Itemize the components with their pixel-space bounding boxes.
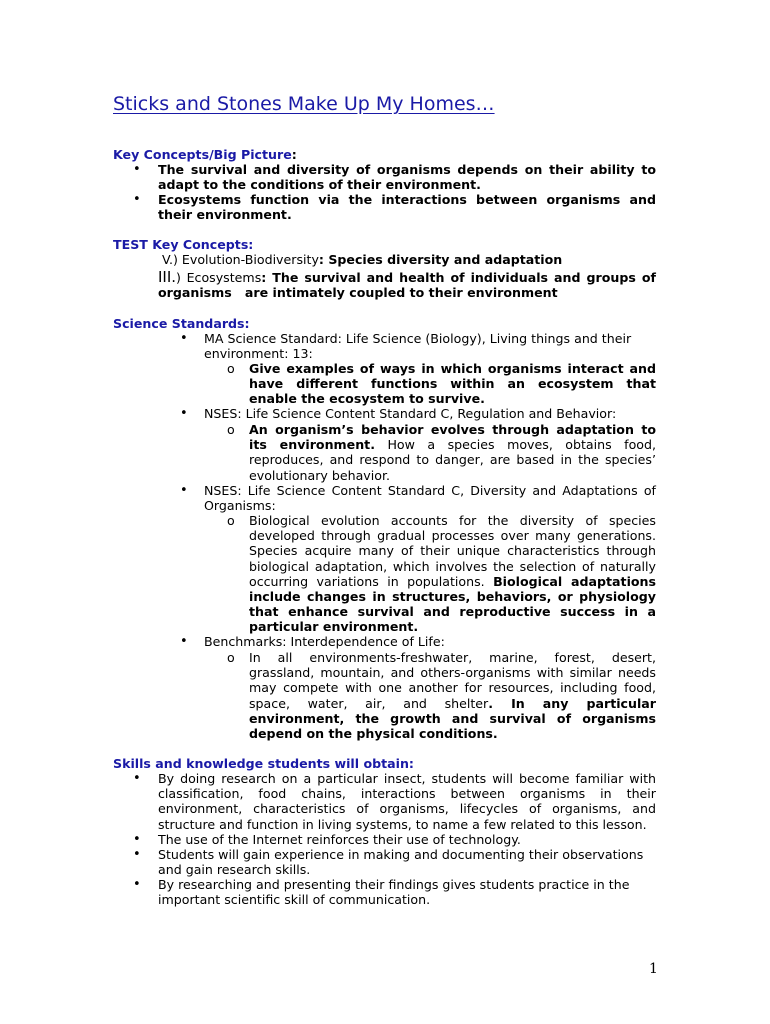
test-concept-evolution-text: : Species diversity and adaptation xyxy=(318,252,563,267)
key-concept-text: Ecosystems function via the interactions between organisms and their environment. xyxy=(158,192,656,223)
test-key-concepts-heading: TEST Key Concepts: xyxy=(113,237,254,252)
standard-sub-item xyxy=(225,422,656,483)
sub-bullet-icon: o xyxy=(227,650,235,665)
sub-bullet-icon: o xyxy=(227,361,235,376)
standard-sub-text xyxy=(249,650,656,741)
standard-sub-text: Give examples of ways in which organisms interact and have different functions within an ecosystem that enable the ecosystem to survive. xyxy=(249,361,656,407)
standard-label: MA Science Standard: Life Science (Biology), Living things and their environment: 13: xyxy=(204,331,632,362)
skill-item xyxy=(113,877,656,907)
standard-item xyxy=(175,634,656,649)
bullet-icon: • xyxy=(133,162,141,177)
standard-sub-text xyxy=(249,513,656,635)
standard-sub-body: Biological evolution accounts for the diversity of species developed through gradual processes over many generations. Species acquire many of their unique characteristics through biological adaptation, which involves the selection of naturally occurring variations in populations. xyxy=(249,513,656,589)
skill-text: By researching and presenting their findings gives students practice in the important scientific skill of communication. xyxy=(158,877,630,908)
skill-text: Students will gain experience in making and documenting their observations and gain research skills. xyxy=(158,847,644,878)
standard-item xyxy=(175,406,656,421)
skill-text: By doing research on a particular insect, students will become familiar with classification, food chains, interactions between organisms in their environment, characteristics of organisms, lifecycles of organisms, and structure and function in living systems, to name a few related to this lesson. xyxy=(158,771,656,832)
key-concept-text: The survival and diversity of organisms depends on their ability to adapt to the conditions of their environment. xyxy=(158,162,656,193)
standard-sub-bold: Biological adaptations include changes in structures, behaviors, or physiology that enhance survival and reproductive success in a particular environment. xyxy=(249,573,657,635)
page-title: Sticks and Stones Make Up My Homes… xyxy=(113,93,495,115)
skill-item xyxy=(113,771,656,832)
key-concepts-heading xyxy=(113,147,297,162)
test-concept-ecosystems-text: : The survival and health of individuals and groups of xyxy=(261,270,656,285)
bullet-icon: • xyxy=(133,192,141,207)
standard-sub-bold: An organism’s behavior evolves through adaptation to its environment. xyxy=(249,422,656,453)
test-concept-evolution xyxy=(162,252,562,267)
standard-label: Benchmarks: Interdependence of Life: xyxy=(204,634,445,649)
bullet-icon: • xyxy=(133,832,141,847)
test-concept-ecosystems-continued: organisms are intimately coupled to their environment xyxy=(158,285,558,300)
bullet-icon: • xyxy=(133,771,141,786)
skills-heading: Skills and knowledge students will obtain: xyxy=(113,756,414,771)
standard-label: NSES: Life Science Content Standard C, Diversity and Adaptations of Organisms: xyxy=(204,483,656,514)
key-concepts-heading-label: Key Concepts/Big Picture xyxy=(113,147,292,162)
key-concept-item xyxy=(113,162,656,192)
test-concept-evolution-label: V.) Evolution-Biodiversity xyxy=(162,252,319,267)
sub-bullet-icon: o xyxy=(227,422,235,437)
test-concept-ecosystems-numeral: III. xyxy=(158,268,177,286)
science-standards-heading: Science Standards: xyxy=(113,316,250,331)
key-concepts-colon: : xyxy=(291,147,297,162)
skill-text: The use of the Internet reinforces their use of technology. xyxy=(158,832,521,847)
bullet-icon: • xyxy=(180,406,188,421)
standard-sub-item xyxy=(225,361,656,407)
bullet-icon: • xyxy=(180,331,188,346)
sub-bullet-icon: o xyxy=(227,513,235,528)
key-concept-item xyxy=(113,192,656,222)
bullet-icon: • xyxy=(133,847,141,862)
bullet-icon: • xyxy=(133,877,141,892)
page-number: 1 xyxy=(649,961,658,977)
standard-item xyxy=(175,483,656,513)
standard-sub-item xyxy=(225,650,656,741)
skill-item xyxy=(113,847,656,877)
standard-sub-body: In all environments-freshwater, marine, forest, desert, grassland, mountain, and others-organisms with similar needs may compete with one another for resources, including food, space, water, air, and shelter xyxy=(249,650,656,711)
standard-item xyxy=(175,331,656,361)
standard-label: NSES: Life Science Content Standard C, Regulation and Behavior: xyxy=(204,406,617,421)
bullet-icon: • xyxy=(180,483,188,498)
standard-sub-item xyxy=(225,513,656,635)
standard-sub-text xyxy=(249,422,656,483)
test-concept-ecosystems-label: ) Ecosystems xyxy=(176,270,262,285)
skill-item xyxy=(113,832,656,847)
standard-sub-body: How a species moves, obtains food, reproduces, and respond to danger, are based in the species’ evolutionary behavior. xyxy=(249,437,656,483)
standard-sub-bold: . In any particular environment, the growth and survival of organisms depend on the physical conditions. xyxy=(249,695,656,742)
bullet-icon: • xyxy=(180,634,188,649)
test-concept-ecosystems xyxy=(158,268,656,286)
